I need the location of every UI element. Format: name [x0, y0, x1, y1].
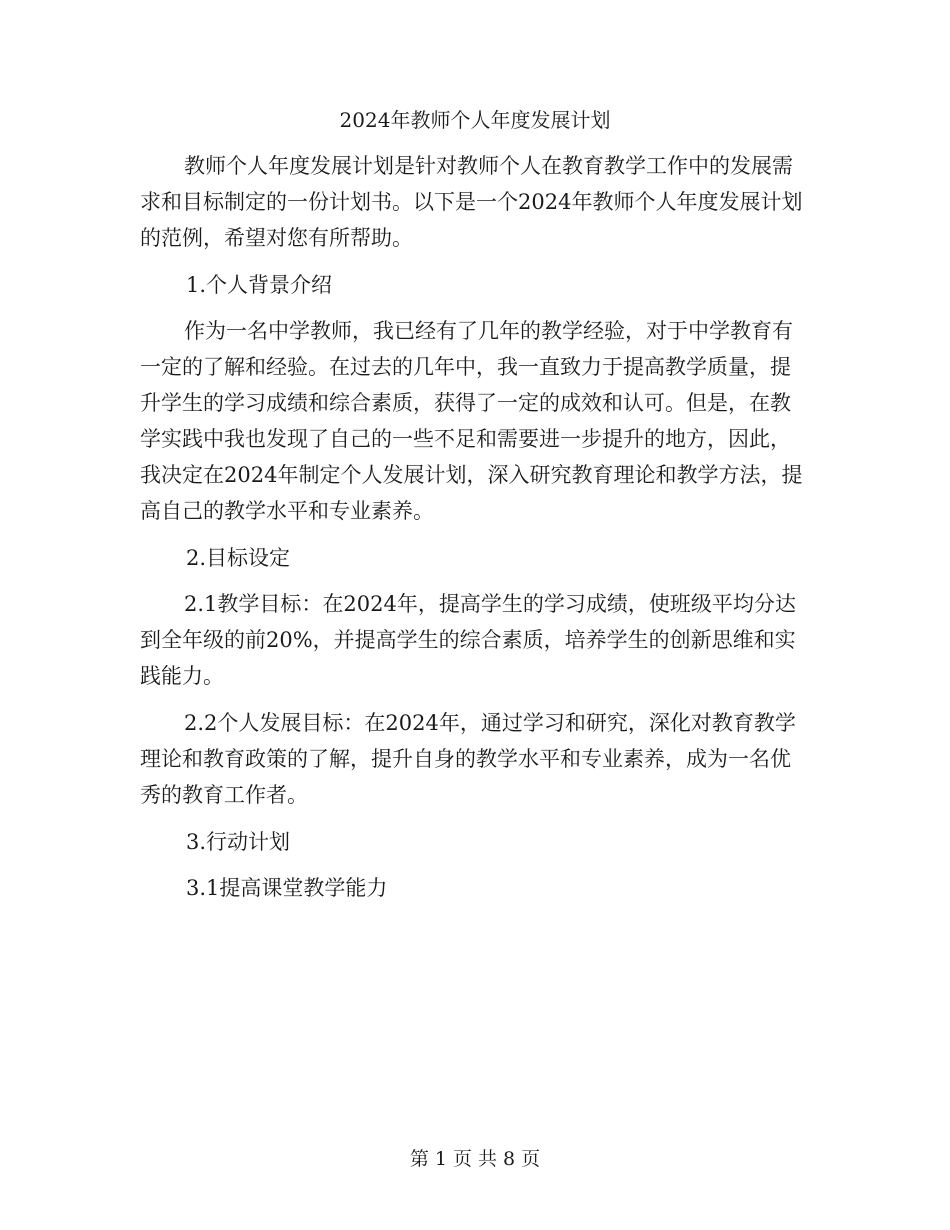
- page-footer: 第 1 页 共 8 页: [409, 1148, 541, 1170]
- document-title: 2024年教师个人年度发展计划: [339, 108, 611, 132]
- teaching-goal-paragraph: 2.1教学目标：在2024年，提高学生的学习成绩，使班级平均分达到全年级的前20%，并提高学生的综合素质，培养学生的创新思维和实践能力。: [140, 592, 796, 689]
- personal-goal-paragraph: 2.2个人发展目标：在2024年，通过学习和研究，深化对教育教学理论和教育政策的了解，提升自身的教学水平和专业素养，成为一名优秀的教育工作者。: [140, 710, 796, 807]
- background-paragraph: 作为一名中学教师，我已经有了几年的教学经验，对于中学教育有一定的了解和经验。在过去的几年中，我一直致力于提高教学质量，提升学生的学习成绩和综合素质，获得了一定的成效和认可。但是，在教学实践中我也发现了自己的一些不足和需要进一步提升的地方，因此，我决定在2024年制定个人发展计划，深入研究教育理论和教学方法，提高自己的教学水平和专业素养。: [140, 319, 803, 524]
- intro-paragraph: 教师个人年度发展计划是针对教师个人在教育教学工作中的发展需求和目标制定的一份计划书。以下是一个2024年教师个人年度发展计划的范例，希望对您有所帮助。: [140, 154, 803, 250]
- subsection-heading-classroom: 3.1提高课堂教学能力: [186, 876, 388, 901]
- section-heading-background: 1.个人背景介绍: [186, 272, 333, 297]
- section-heading-goals: 2.目标设定: [186, 545, 291, 570]
- section-heading-action-plan: 3.行动计划: [186, 829, 291, 854]
- document-body: [140, 148, 805, 917]
